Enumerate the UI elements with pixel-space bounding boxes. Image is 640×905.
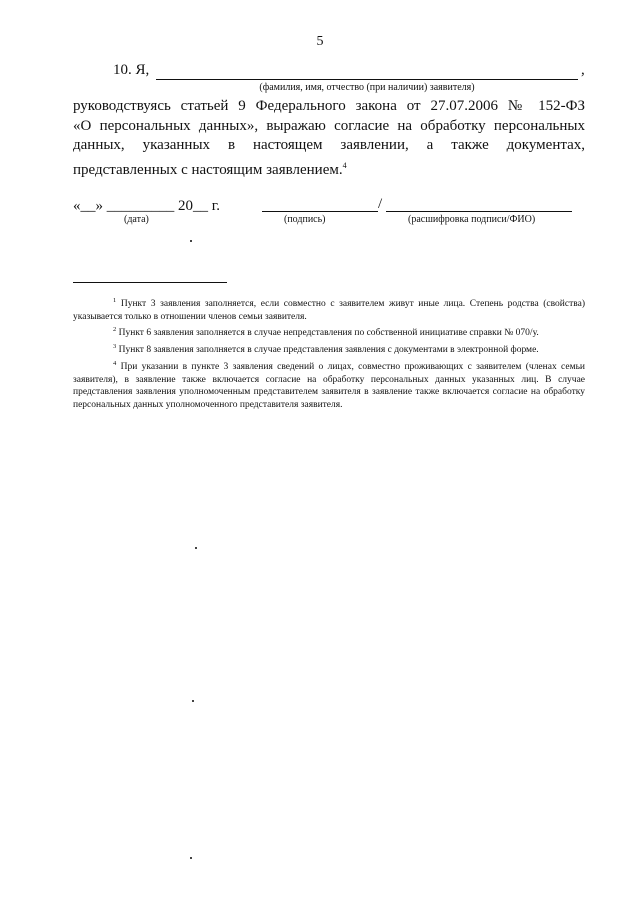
scan-dot [190,857,192,859]
scan-dot [190,240,192,242]
consent-line-1: руководствуясь статьей 9 Федерального закона от 27.07.2006 № 152-ФЗ [73,98,585,114]
fio-caption: (фамилия, имя, отчество (при наличии) заявителя) [259,82,475,93]
consent-line-4: представленных с настоящим заявлением. [73,161,343,178]
page-number: 5 [316,34,324,49]
footnote-ref-4: 4 [342,160,347,170]
signature-fio-line[interactable] [386,211,572,212]
fio-decode-caption: (расшифровка подписи/ФИО) [408,214,536,225]
item-suffix: , [581,62,585,78]
fio-fill-line[interactable] [156,79,578,80]
signature-line[interactable] [262,211,378,212]
date-caption: (дата) [124,214,149,225]
scan-dot [195,547,197,549]
date-field[interactable]: «__» _________ 20__ г. [73,198,220,214]
scan-dot [192,700,194,702]
item-prefix: 10. Я, [113,62,150,78]
consent-paragraph [73,97,585,180]
footnote-4: $^4$ При указании в пункте 3 заявления сведений о лицах, совместно проживающих с заявителем (членах семьи заявителя), в заявление также включается согласие на обработку персональных данных указанных лиц. В случае представления заявления уполномоченным представителем заявителя в заявление также включается согласие на обработку персональных данных уполномоченного представителя заявителя. [73,359,586,410]
footnotes [73,295,585,412]
signature-slash: / [378,196,383,212]
signature-caption: (подпись) [284,214,326,225]
consent-line-3: данных, указанных в настоящем заявлении, а также документах, [73,137,585,153]
footnote-1: $^1$ Пункт 3 заявления заполняется, если совместно с заявителем живут иные лица. Степень родства (свойства) указывается только в отношении членов семьи заявителя. [73,297,586,322]
footnote-2: $^2$ Пункт 6 заявления заполняется в случае непредставления по собственной инициативе справки № 070/у. [113,326,539,339]
consent-line-2: «О персональных данных», выражаю согласие на обработку персональных [73,117,585,134]
footnote-3: $^3$ Пункт 8 заявления заполняется в случае представления заявления с документами в электронной форме. [113,343,539,356]
footnote-separator [73,282,227,283]
